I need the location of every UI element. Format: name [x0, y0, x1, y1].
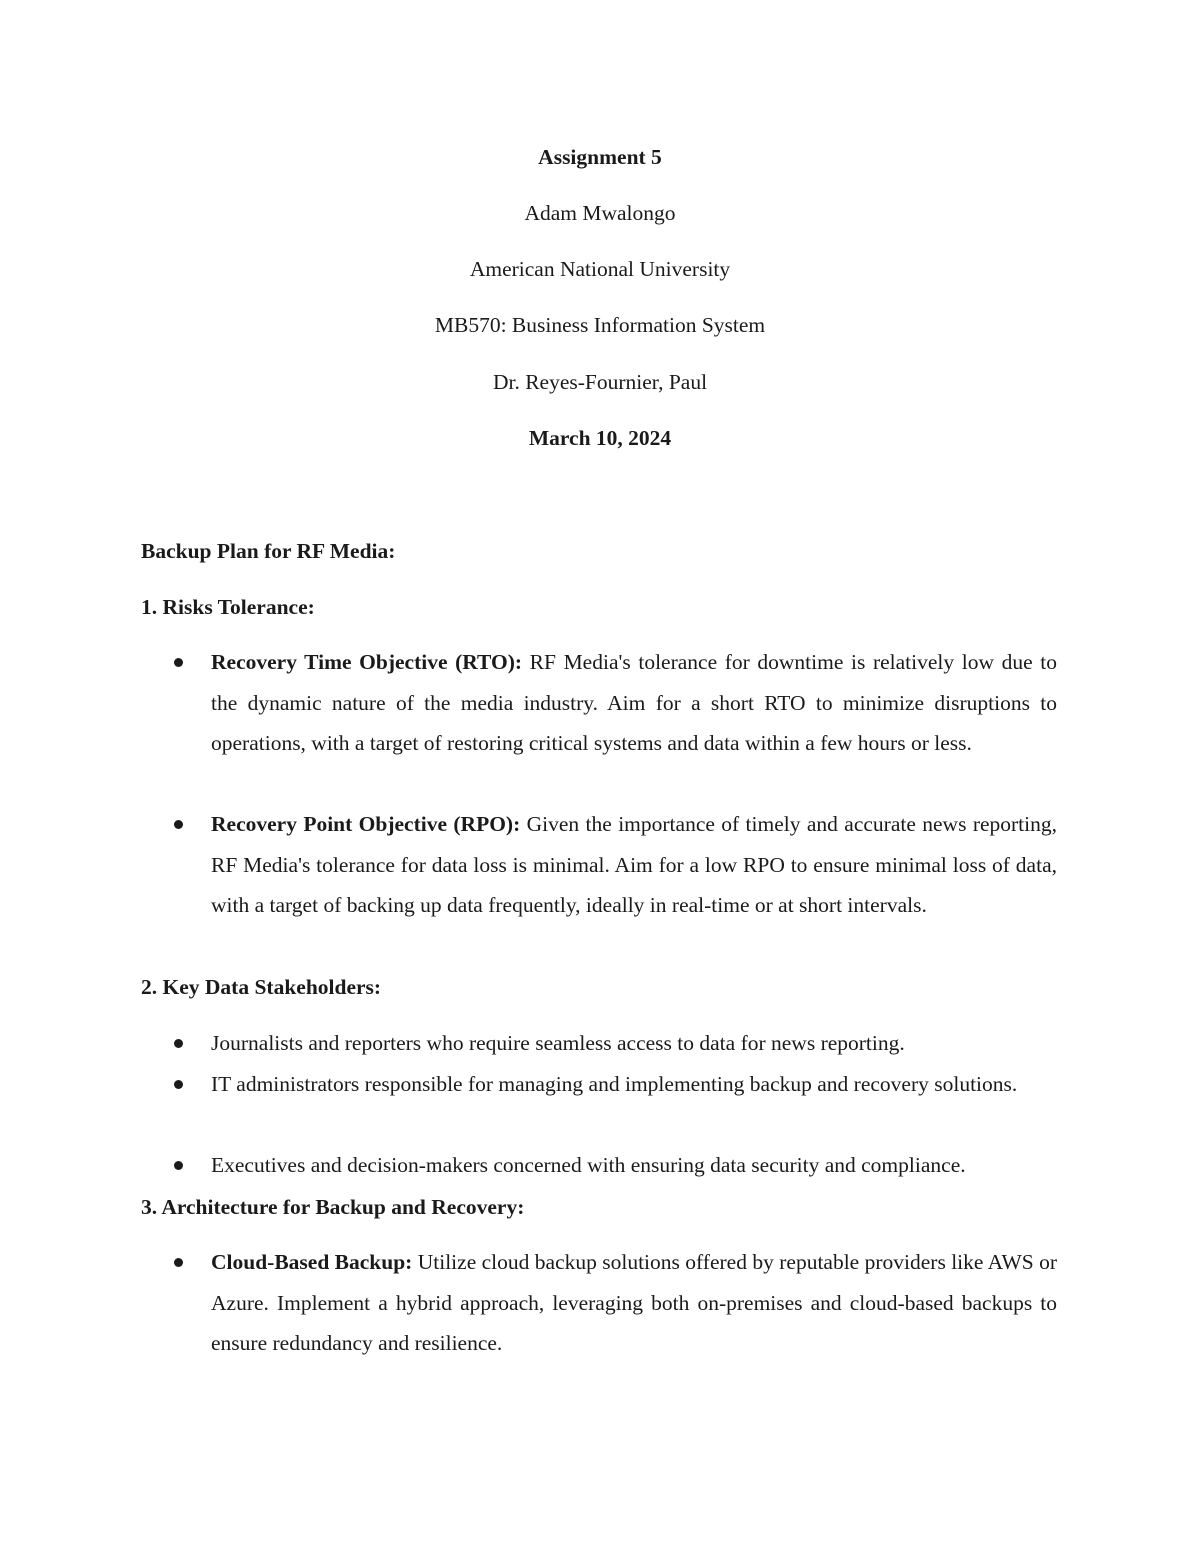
list-item-term: Cloud-Based Backup:	[211, 1250, 413, 1274]
bullet-icon	[174, 658, 183, 667]
list-item-text: Journalists and reporters who require seamless access to data for news reporting.	[211, 1031, 905, 1055]
list-item-text: Utilize cloud backup solutions offered by reputable providers like AWS or Azure. Implement a hybrid approach, leveraging both on-premises and cloud-based backups to ensure redundancy and resilience.	[211, 1250, 1057, 1356]
submission-date: March 10, 2024	[528, 426, 672, 450]
section-heading-risks: 1. Risks Tolerance:	[141, 595, 315, 619]
bullet-icon	[174, 1258, 183, 1267]
instructor-name: Dr. Reyes-Fournier, Paul	[492, 370, 708, 394]
bullet-icon	[174, 1080, 183, 1089]
list-item-journalists	[211, 1023, 1057, 1064]
list-item-text: Given the importance of timely and accurate news reporting, RF Media's tolerance for data loss is minimal. Aim for a low RPO to ensure minimal loss of data, with a target of backing up data frequently, ideally in real-time or at short intervals.	[211, 812, 1058, 918]
list-item-cloud-backup	[211, 1242, 1057, 1364]
section-heading-stakeholders: 2. Key Data Stakeholders:	[141, 975, 382, 999]
university-name: American National University	[469, 257, 731, 281]
course-name: MB570: Business Information System	[434, 313, 766, 337]
list-item-term: Recovery Time Objective (RTO):	[211, 650, 523, 674]
section-heading-architecture: 3. Architecture for Backup and Recovery:	[141, 1195, 525, 1219]
list-item-term: Recovery Point Objective (RPO):	[211, 812, 521, 836]
list-item-it-admins	[211, 1064, 1057, 1105]
list-item-text: Executives and decision-makers concerned with ensuring data security and compliance.	[211, 1153, 966, 1177]
bullet-icon	[174, 1161, 183, 1170]
list-item-text: IT administrators responsible for managing and implementing backup and recovery solutions.	[211, 1072, 1018, 1096]
list-item-executives	[211, 1145, 1057, 1186]
list-item-text: RF Media's tolerance for downtime is relatively low due to the dynamic nature of the media industry. Aim for a short RTO to minimize disruptions to operations, with a target of restoring critical systems and data within a few hours or less.	[211, 650, 1057, 756]
list-item-rto	[211, 642, 1057, 764]
list-item-rpo	[211, 804, 1057, 926]
author-name: Adam Mwalongo	[524, 201, 676, 225]
bullet-icon	[174, 820, 183, 829]
assignment-title: Assignment 5	[538, 145, 662, 169]
plan-title: Backup Plan for RF Media:	[141, 539, 396, 563]
bullet-icon	[174, 1039, 183, 1048]
